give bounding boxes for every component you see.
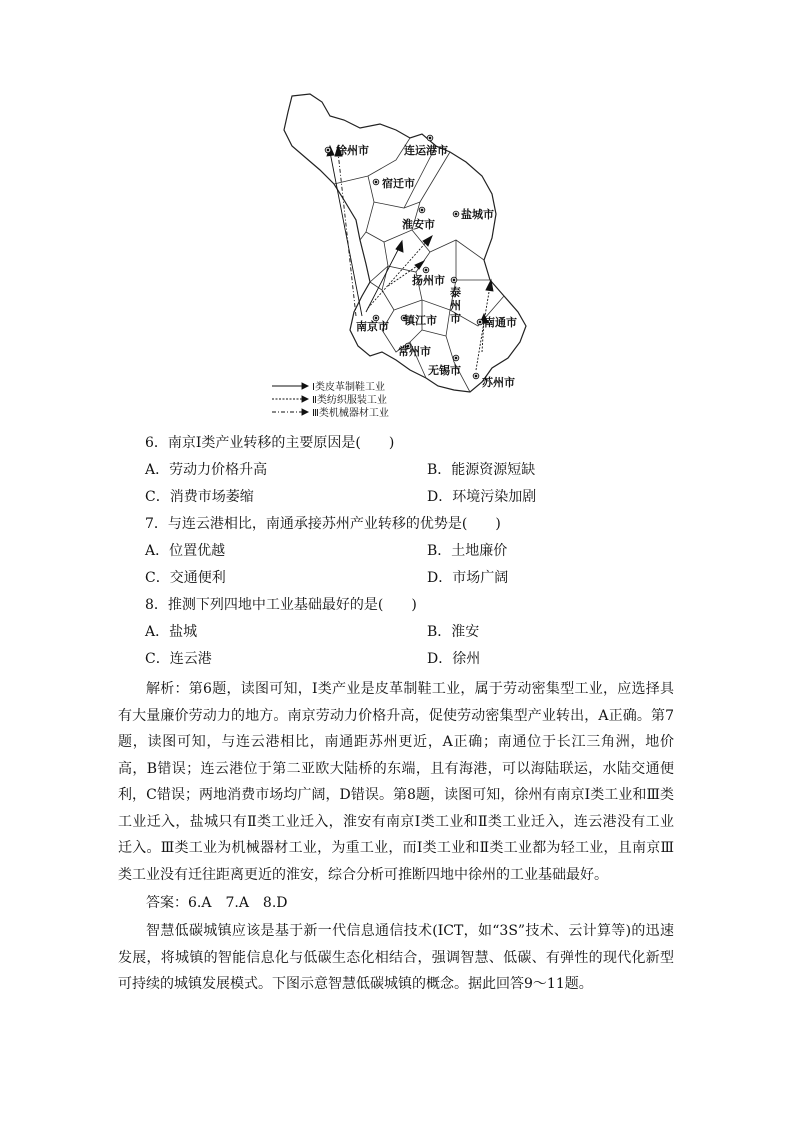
analysis-paragraph: 解析：第6题，读图可知，Ⅰ类产业是皮革制鞋工业，属于劳动密集型工业，应选择具有大量廉价劳动力的地方。南京劳动力价格升高，促使劳动密集型产业转出，A正确。第7题，读图可知，与连云港相比，南通距苏州更近，A正确；南通位于长江三角洲，地价高，B错误；连云港位于第二亚欧大陆桥的东端，且有海港，可以海陆联运，水陆交通便利，C错误；两地消费市场均广阔，D错误。第8题，读图可知，徐州有南京Ⅰ类工业和Ⅲ类工业迁入，盐城只有Ⅱ类工业迁入，淮安有南京Ⅰ类工业和Ⅱ类工业迁入，连云港没有工业迁入。Ⅲ类工业为机械器材工业，为重工业，而Ⅰ类工业和Ⅱ类工业都为轻工业，且南京Ⅲ类工业没有迁往距离更近的淮安，综合分析可推断四地中徐州的工业基础最好。: [118, 681, 674, 883]
question-8-option-d: D．徐州: [427, 651, 481, 667]
question-7-option-a: A．位置优越: [145, 543, 226, 559]
label-huaian: 淮安市: [402, 218, 435, 231]
question-8-option-c: C．连云港: [145, 651, 212, 667]
question-8-option-a: A．盐城: [145, 624, 198, 640]
label-taizhou-3: 市: [450, 312, 461, 325]
label-changzhou: 常州市: [398, 345, 431, 358]
label-nantong: 南通市: [484, 316, 517, 329]
legend-type-1: Ⅰ类皮革制鞋工业: [312, 382, 385, 393]
question-6-option-d: D．环境污染加剧: [427, 489, 537, 505]
question-7-option-c: C．交通便利: [145, 570, 226, 586]
label-xuzhou: 徐州市: [336, 144, 369, 157]
label-suqian: 宿迁市: [382, 177, 415, 190]
question-6-option-b: B．能源资源短缺: [427, 462, 536, 478]
intro-paragraph: 智慧低碳城镇应该是基于新一代信息通信技术(ICT，如“3S”技术、云计算等)的迅速发展，将城镇的智能信息化与低碳生态化相结合，强调智慧、低碳、有弹性的现代化新型可持续的城镇发展模式。下图示意智慧低碳城镇的概念。据此回答9～11题。: [118, 923, 674, 992]
jiangsu-map: [270, 90, 530, 430]
label-zhenjiang: 镇江市: [404, 314, 437, 327]
legend-type-2: Ⅱ类纺织服装工业: [312, 395, 387, 406]
answer-line: 答案：6.A 7.A 8.D: [146, 895, 288, 911]
label-taizhou-2: 州: [450, 299, 461, 312]
label-yangzhou: 扬州市: [412, 274, 445, 287]
label-suzhou: 苏州市: [482, 376, 515, 389]
label-yancheng: 盐城市: [461, 208, 494, 221]
legend-lines: [272, 383, 308, 415]
legend-type-3: Ⅲ类机械器材工业: [312, 408, 389, 419]
label-taizhou-1: 泰: [450, 286, 461, 299]
question-8-option-b: B．淮安: [427, 624, 480, 640]
question-6-option-c: C．消费市场萎缩: [145, 489, 254, 505]
question-7-stem: 7．与连云港相比，南通承接苏州产业转移的优势是( ): [145, 516, 501, 532]
question-7-option-d: D．市场广阔: [427, 570, 509, 586]
label-lianyungang: 连运港市: [404, 144, 448, 157]
question-8-stem: 8．推测下列四地中工业基础最好的是( ): [145, 597, 417, 613]
label-wuxi: 无锡市: [428, 364, 461, 377]
question-7-option-b: B．土地廉价: [427, 543, 508, 559]
question-6-stem: 6．南京Ⅰ类产业转移的主要原因是( ): [145, 435, 395, 451]
label-nanjing: 南京市: [356, 320, 389, 333]
question-6-option-a: A．劳动力价格升高: [145, 462, 268, 478]
